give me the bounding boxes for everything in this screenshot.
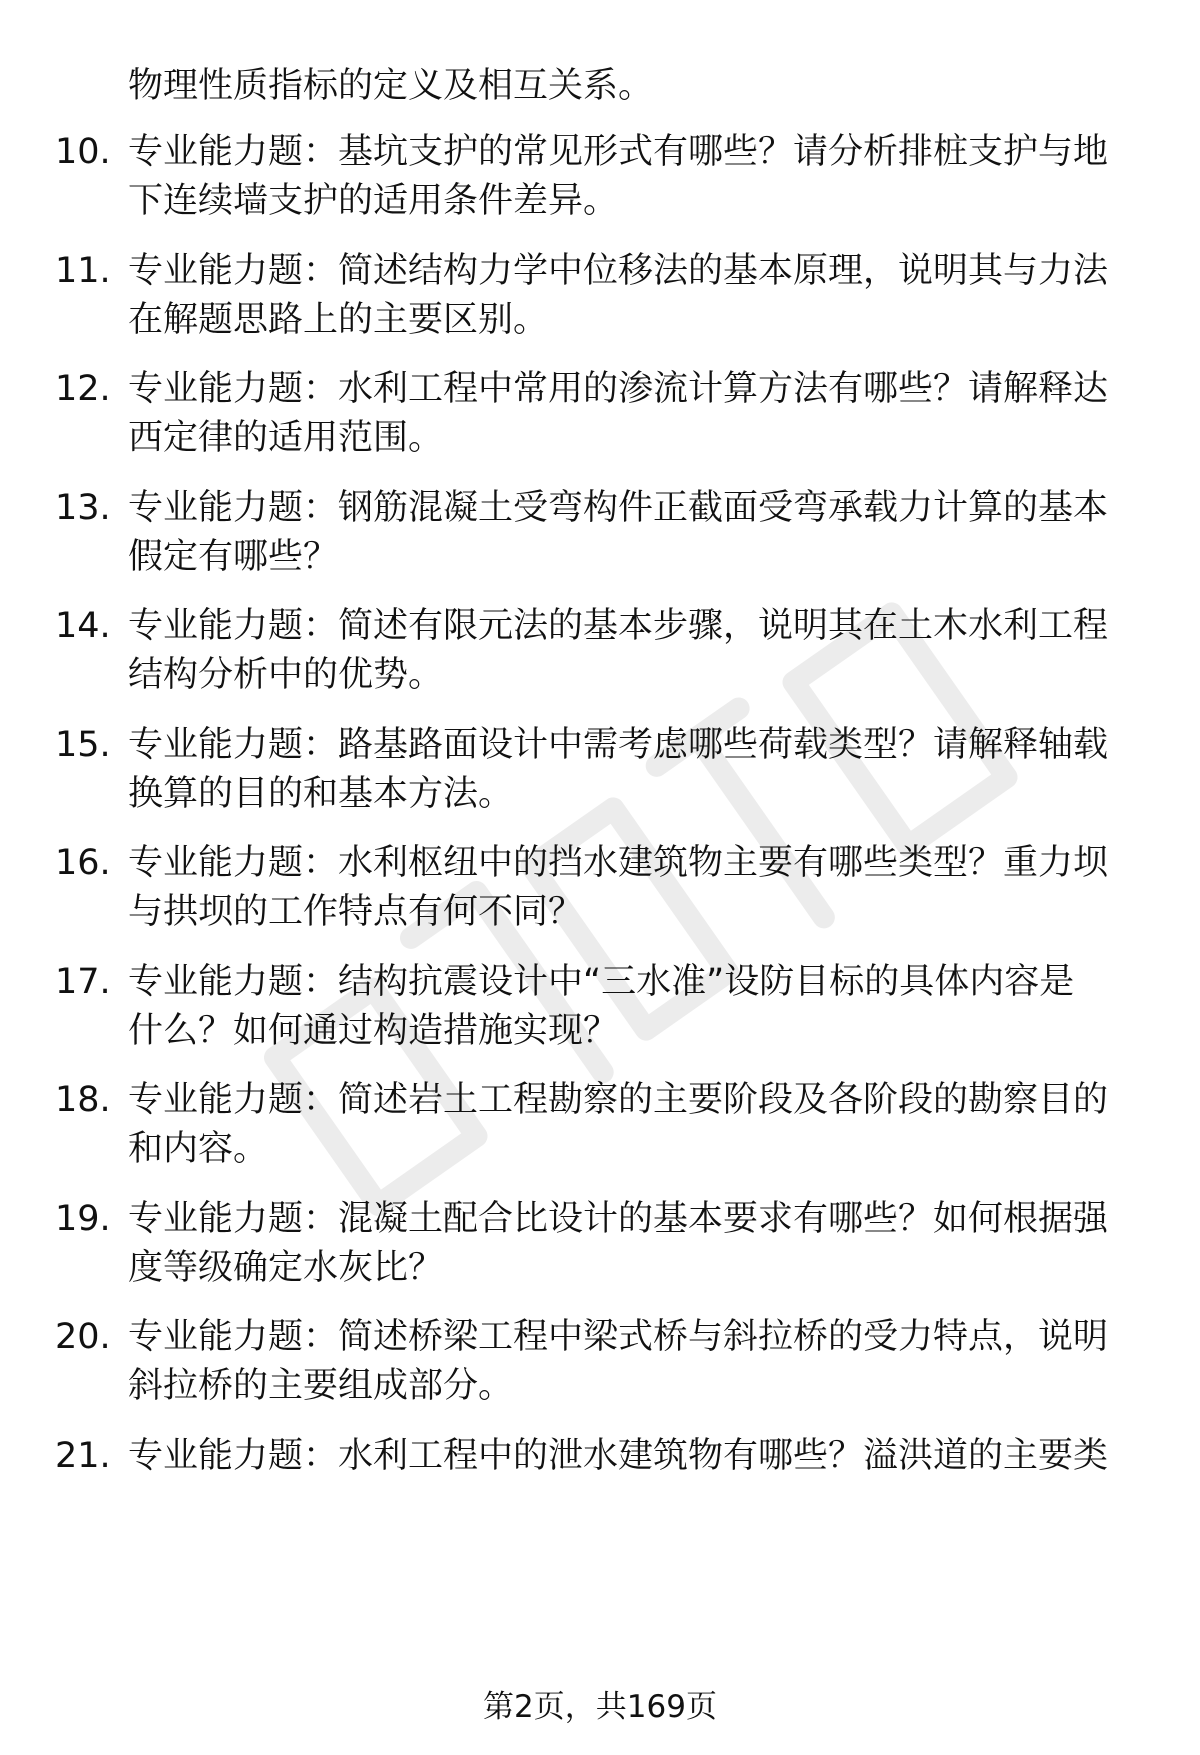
question-text-line-2: 假定有哪些？ (128, 536, 339, 577)
question-item (0, 721, 1200, 821)
question-text-line-1: 专业能力题：简述桥梁工程中梁式桥与斜拉桥的受力特点，说明 (128, 1317, 1109, 1357)
question-number: 20. (55, 1317, 111, 1357)
question-item (0, 1195, 1200, 1295)
question-item (0, 484, 1200, 584)
question-text-line-1: 专业能力题：水利枢纽中的挡水建筑物主要有哪些类型？重力坝 (128, 843, 1109, 883)
question-item (0, 1076, 1200, 1176)
question-item (0, 1313, 1200, 1413)
question-number: 11. (55, 250, 111, 291)
question-number: 13. (55, 487, 111, 528)
question-item (0, 602, 1200, 702)
question-text-line-2: 什么？如何通过构造措施实现？ (128, 1010, 619, 1051)
question-text-line-2: 度等级确定水灰比？ (128, 1247, 444, 1288)
question-text-line-2: 下连续墙支护的适用条件差异。 (128, 181, 619, 221)
question-item (0, 128, 1200, 228)
question-text-line-2: 西定律的适用范围。 (128, 418, 444, 458)
question-text-line-1: 专业能力题：水利工程中常用的渗流计算方法有哪些？请解释达 (128, 369, 1109, 409)
question-number: 16. (55, 843, 111, 883)
question-number: 15. (55, 724, 111, 765)
question-text-line-2: 斜拉桥的主要组成部分。 (128, 1366, 514, 1406)
question-text-line-1: 专业能力题：路基路面设计中需考虑哪些荷载类型？请解释轴载 (128, 724, 1109, 765)
question-number: 21. (55, 1435, 111, 1476)
question-text-line-1: 专业能力题：简述结构力学中位移法的基本原理，说明其与力法 (128, 250, 1109, 291)
question-text-line-1: 专业能力题：混凝土配合比设计的基本要求有哪些？如何根据强 (128, 1198, 1109, 1239)
question-text-line-1: 专业能力题：水利工程中的泄水建筑物有哪些？溢洪道的主要类 (128, 1435, 1109, 1476)
page-footer: 第2页，共169页 (483, 1689, 717, 1725)
question-number: 17. (55, 961, 111, 1002)
question-item (0, 958, 1200, 1058)
question-item (0, 365, 1200, 465)
question-text-line-1: 专业能力题：结构抗震设计中“三水准”设防目标的具体内容是 (128, 961, 1075, 1002)
question-number: 10. (55, 132, 111, 172)
question-number: 18. (55, 1080, 111, 1120)
continuation-text: 物理性质指标的定义及相互关系。 (128, 66, 654, 106)
question-text-line-1: 专业能力题：钢筋混凝土受弯构件正截面受弯承载力计算的基本 (128, 487, 1109, 528)
question-text-line-2: 在解题思路上的主要区别。 (128, 299, 549, 340)
question-text-line-1: 专业能力题：简述岩土工程勘察的主要阶段及各阶段的勘察目的 (128, 1080, 1109, 1120)
question-text-line-2: 结构分析中的优势。 (128, 655, 444, 695)
question-number: 12. (55, 369, 111, 409)
question-text-line-1: 专业能力题：简述有限元法的基本步骤，说明其在土木水利工程 (128, 606, 1109, 646)
question-item (0, 839, 1200, 939)
question-number: 19. (55, 1198, 111, 1239)
question-text-line-2: 和内容。 (128, 1129, 269, 1169)
question-number: 14. (55, 606, 111, 646)
question-text-line-2: 换算的目的和基本方法。 (128, 773, 514, 814)
question-text-line-2: 与拱坝的工作特点有何不同？ (128, 892, 584, 932)
question-item (0, 247, 1200, 347)
question-text-line-1: 专业能力题：基坑支护的常见形式有哪些？请分析排桩支护与地 (128, 132, 1109, 172)
question-item (0, 1432, 1200, 1532)
